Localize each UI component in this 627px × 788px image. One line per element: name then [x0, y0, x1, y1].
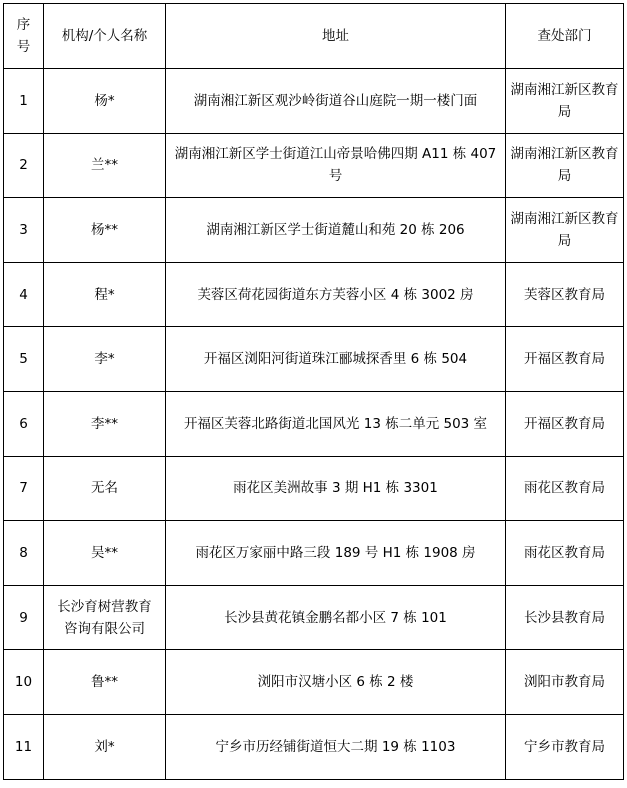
- cell-seq: 5: [4, 327, 44, 392]
- table-row: [4, 456, 624, 521]
- header-seq: 序号: [4, 4, 44, 69]
- cell-seq: 11: [4, 714, 44, 779]
- cell-address: 湖南湘江新区学士街道麓山和苑 20 栋 206: [166, 198, 506, 263]
- cell-address: 芙蓉区荷花园街道东方芙蓉小区 4 栋 3002 房: [166, 262, 506, 327]
- cell-name: 无名: [44, 456, 166, 521]
- cell-address: 长沙县黄花镇金鹏名都小区 7 栋 101: [166, 585, 506, 650]
- cell-seq: 10: [4, 650, 44, 715]
- cell-seq: 2: [4, 133, 44, 198]
- cell-name: 刘*: [44, 714, 166, 779]
- cell-seq: 9: [4, 585, 44, 650]
- cell-seq: 6: [4, 391, 44, 456]
- cell-name: 李*: [44, 327, 166, 392]
- cell-dept: 湖南湘江新区教育局: [506, 69, 624, 134]
- cell-seq: 4: [4, 262, 44, 327]
- header-dept: 查处部门: [506, 4, 624, 69]
- cell-dept: 湖南湘江新区教育局: [506, 133, 624, 198]
- cell-address: 雨花区美洲故事 3 期 H1 栋 3301: [166, 456, 506, 521]
- cell-name: 杨*: [44, 69, 166, 134]
- cell-dept: 浏阳市教育局: [506, 650, 624, 715]
- cell-dept: 长沙县教育局: [506, 585, 624, 650]
- cell-dept: 雨花区教育局: [506, 521, 624, 586]
- table-row: [4, 69, 624, 134]
- table-row: [4, 133, 624, 198]
- table-row: [4, 521, 624, 586]
- cell-address: 浏阳市汉塘小区 6 栋 2 楼: [166, 650, 506, 715]
- cell-name: 兰**: [44, 133, 166, 198]
- header-address: 地址: [166, 4, 506, 69]
- table-row: [4, 262, 624, 327]
- cell-seq: 1: [4, 69, 44, 134]
- cell-address: 湖南湘江新区学士街道江山帝景哈佛四期 A11 栋 407 号: [166, 133, 506, 198]
- cell-name: 吴**: [44, 521, 166, 586]
- violations-table: [3, 3, 624, 780]
- table-row: [4, 327, 624, 392]
- cell-dept: 开福区教育局: [506, 327, 624, 392]
- cell-dept: 湖南湘江新区教育局: [506, 198, 624, 263]
- cell-name: 李**: [44, 391, 166, 456]
- cell-dept: 宁乡市教育局: [506, 714, 624, 779]
- table-row: [4, 714, 624, 779]
- cell-seq: 7: [4, 456, 44, 521]
- cell-name: 杨**: [44, 198, 166, 263]
- cell-dept: 开福区教育局: [506, 391, 624, 456]
- cell-address: 湖南湘江新区观沙岭街道谷山庭院一期一楼门面: [166, 69, 506, 134]
- cell-name: 长沙育树营教育咨询有限公司: [44, 585, 166, 650]
- cell-address: 宁乡市历经铺街道恒大二期 19 栋 1103: [166, 714, 506, 779]
- table-row: [4, 650, 624, 715]
- cell-dept: 芙蓉区教育局: [506, 262, 624, 327]
- header-row: [4, 4, 624, 69]
- header-name: 机构/个人名称: [44, 4, 166, 69]
- cell-name: 程*: [44, 262, 166, 327]
- cell-seq: 8: [4, 521, 44, 586]
- cell-address: 开福区浏阳河街道珠江郦城探香里 6 栋 504: [166, 327, 506, 392]
- table-row: [4, 585, 624, 650]
- cell-address: 开福区芙蓉北路街道北国风光 13 栋二单元 503 室: [166, 391, 506, 456]
- table-row: [4, 391, 624, 456]
- cell-dept: 雨花区教育局: [506, 456, 624, 521]
- table-row: [4, 198, 624, 263]
- cell-name: 鲁**: [44, 650, 166, 715]
- cell-address: 雨花区万家丽中路三段 189 号 H1 栋 1908 房: [166, 521, 506, 586]
- cell-seq: 3: [4, 198, 44, 263]
